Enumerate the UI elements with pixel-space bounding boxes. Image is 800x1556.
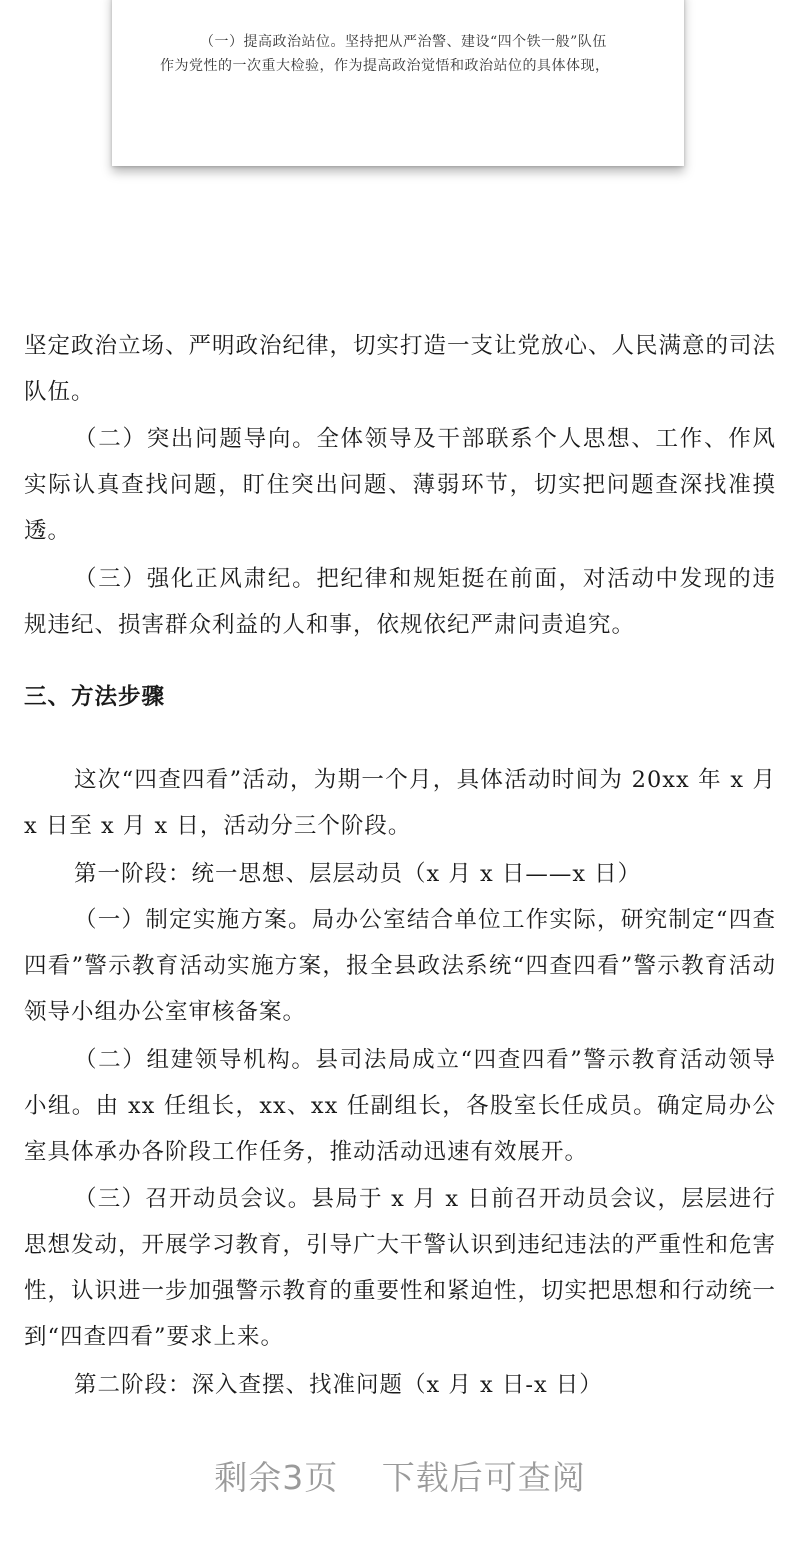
stage-one-heading: 第一阶段：统一思想、层层动员（x 月 x 日——x 日） — [74, 861, 642, 887]
paragraph-activity-period: 这次“四查四看”活动，为期一个月，具体活动时间为 20xx 年 x 月 x 日至 x 月 x 日，活动分三个阶段。 — [24, 767, 776, 839]
paragraph-implementation-plan: （一）制定实施方案。局办公室结合单位工作实际，研究制定“四查四看”警示教育活动实施方案，报全县政法系统“四查四看”警示教育活动领导小组办公室审核备案。 — [24, 907, 776, 1025]
preview-line-1: （一）提高政治站位。坚持把从严治警、建设“四个铁一般”队伍 — [200, 34, 607, 50]
preview-line-2: 作为党性的一次重大检验，作为提高政治觉悟和政治站位的具体体现， — [160, 58, 610, 74]
paragraph-political-stance: 坚定政治立场、严明政治纪律，切实打造一支让党放心、人民满意的司法队伍。 — [24, 333, 777, 405]
page-preview-card — [112, 0, 684, 166]
paragraph-problem-orientation: （二）突出问题导向。全体领导及干部联系个人思想、工作、作风实际认真查找问题，盯住突出问题、薄弱环节，切实把问题查深找准摸透。 — [24, 426, 776, 544]
paragraph-leadership-body: （二）组建领导机构。县司法局成立“四查四看”警示教育活动领导小组。由 xx 任组长，xx、xx 任副组长，各股室长任成员。确定局办公室具体承办各阶段工作任务，推动活动迅速有效展开。 — [24, 1047, 776, 1165]
remaining-pages-text: 剩余3页 — [214, 1458, 339, 1497]
paragraph-mobilization-meeting: （三）召开动员会议。县局于 x 月 x 日前召开动员会议，层层进行思想发动，开展学习教育，引导广大干警认识到违纪违法的严重性和危害性，认识进一步加强警示教育的重要性和紧迫性，切实把思想和行动统一到“四查四看”要求上来。 — [24, 1186, 777, 1350]
paragraph-discipline: （三）强化正风肃纪。把纪律和规矩挺在前面，对活动中发现的违规违纪、损害群众利益的人和事，依规依纪严肃问责追究。 — [24, 566, 776, 638]
download-to-view-link[interactable]: 下载后可查阅 — [381, 1458, 586, 1497]
remaining-pages-banner[interactable] — [0, 1452, 800, 1499]
section-heading-methods: 三、方法步骤 — [24, 684, 166, 710]
stage-two-heading: 第二阶段：深入查摆、找准问题（x 月 x 日-x 日） — [74, 1372, 603, 1398]
